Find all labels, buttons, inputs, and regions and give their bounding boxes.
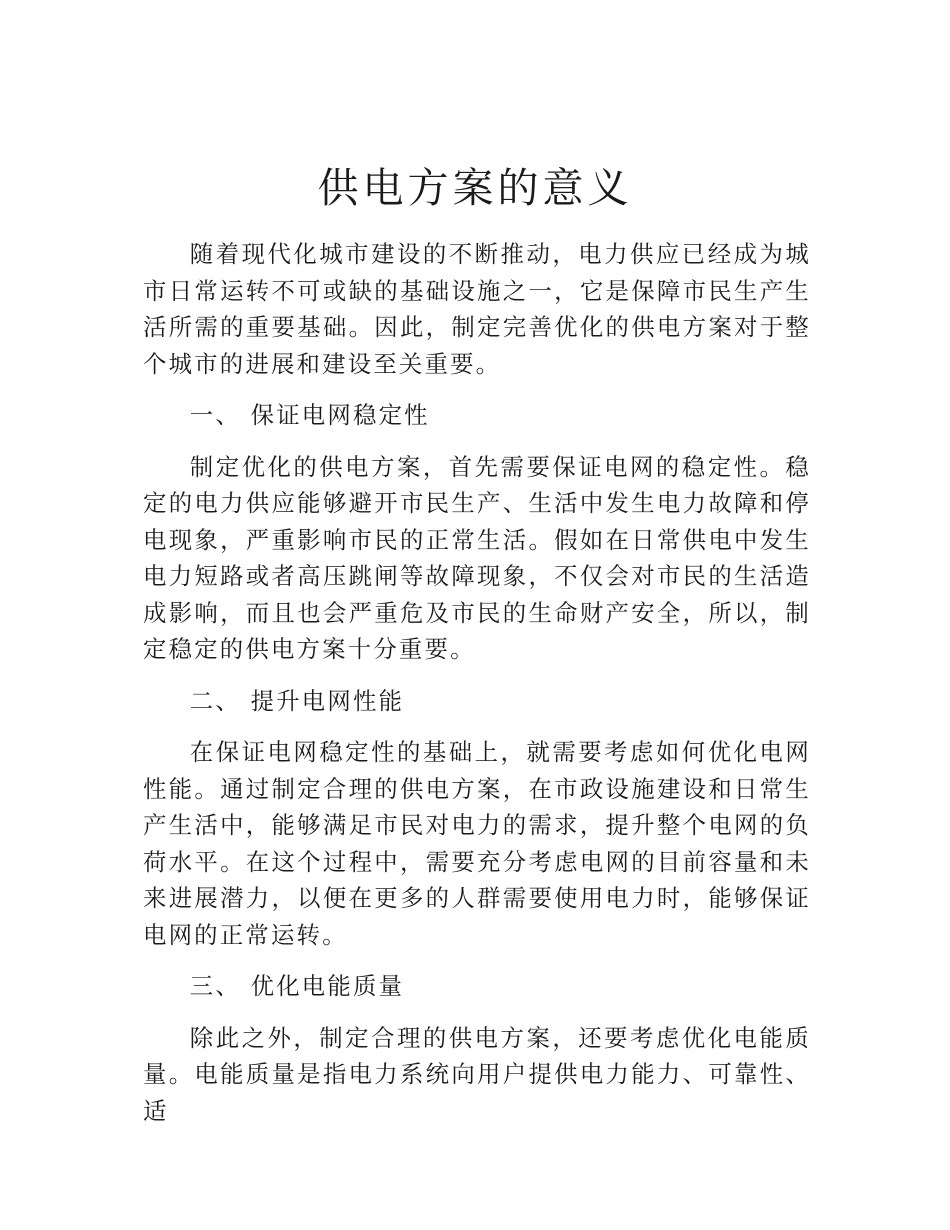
paragraph-power-quality: 除此之外，制定合理的供电方案，还要考虑优化电能质量。电能质量是指电力系统向用户提供电力能力、可靠性、适 bbox=[143, 1023, 811, 1125]
paragraph-intro: 随着现代化城市建设的不断推动，电力供应已经成为城市日常运转不可或缺的基础设施之一，它是保障市民生产生活所需的重要基础。因此，制定完善优化的供电方案对于整个城市的进展和建设至关重要。 bbox=[143, 240, 811, 378]
document-title: 供电方案的意义 bbox=[317, 164, 633, 212]
section-heading-2: 二、 提升电网性能 bbox=[189, 686, 405, 715]
document-body bbox=[143, 236, 811, 1129]
paragraph-grid-stability: 制定优化的供电方案，首先需要保证电网的稳定性。稳定的电力供应能够避开市民生产、生活中发生电力故障和停电现象，严重影响市民的正常生活。假如在日常供电中发生电力短路或者高压跳闸等故障现象，不仅会对市民的生活造成影响，而且也会严重危及市民的生命财产安全，所以，制定稳定的供电方案十分重要。 bbox=[143, 452, 811, 663]
section-heading-3: 三、 优化电能质量 bbox=[189, 972, 405, 1000]
paragraph-grid-performance: 在保证电网稳定性的基础上，就需要考虑如何优化电网性能。通过制定合理的供电方案，在市政设施建设和日常生产生活中，能够满足市民对电力的需求，提升整个电网的负荷水平。在这个过程中，需要充分考虑电网的目前容量和未来进展潜力，以便在更多的人群需要使用电力时，能够保证电网的正常运转。 bbox=[143, 738, 811, 949]
section-heading-1: 一、 保证电网稳定性 bbox=[189, 401, 430, 429]
